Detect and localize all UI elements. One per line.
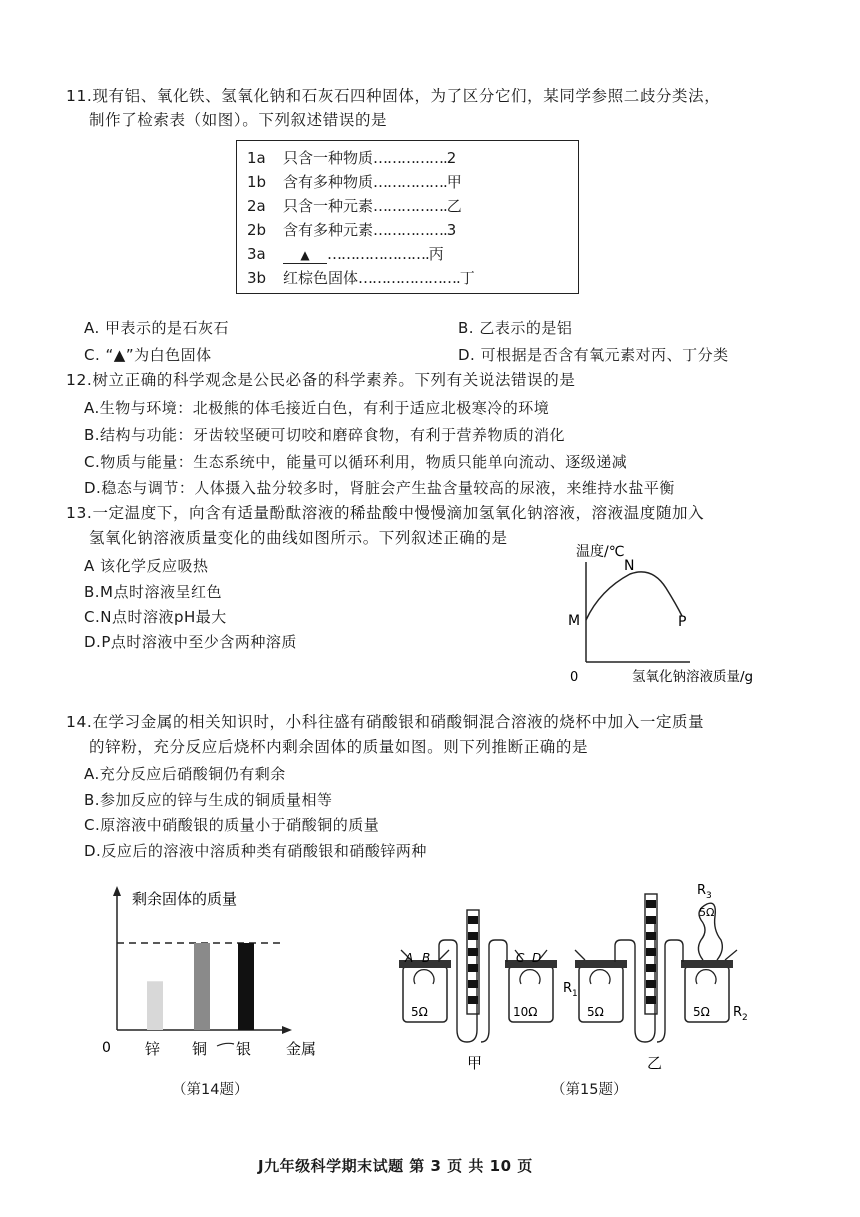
q15-yi-left-resistor: 5Ω: [587, 1005, 604, 1019]
q14-stem-line2: 的锌粉，充分反应后烧杯内剩余固体的质量如图。则下列推断正确的是: [89, 738, 589, 756]
q14-bar-0: [147, 981, 163, 1030]
q12-stem: 12.树立正确的科学观念是公民必备的科学素养。下列有关说法错误的是: [66, 371, 576, 389]
q13-temperature-graph: [560, 538, 800, 690]
q13-point-m: M: [568, 613, 581, 629]
q15-setup-yi: [563, 883, 748, 1072]
q15-terminal-c: C: [516, 951, 525, 965]
q15-r3-label: $R_3$: [697, 883, 712, 901]
q14-xlabel: 金属: [286, 1040, 317, 1058]
q15-caption: （第15题）: [551, 1082, 628, 1098]
q14-bar-1: [194, 943, 210, 1030]
q15-r1-label: $R_1$: [563, 981, 578, 999]
key-row: 1a 只含一种物质…………….2: [247, 149, 457, 167]
q14-category-label: 锌: [145, 1040, 161, 1058]
q11-stem-line2: 制作了检索表（如图）。下列叙述错误的是: [89, 111, 388, 129]
q13-point-n: N: [624, 558, 635, 574]
q13-stem-line2: 氢氧化钠溶液质量变化的曲线如图所示。下列叙述正确的是: [89, 529, 508, 547]
q15-jia-label: 甲: [467, 1054, 483, 1072]
q13-temperature-curve: [586, 572, 682, 620]
q13-origin: 0: [570, 670, 579, 685]
q15-terminal-b: B: [422, 951, 431, 965]
key-row: 2b 含有多种元素…………….3: [247, 221, 457, 239]
key-row: 1b 含有多种物质…………….甲: [247, 173, 462, 191]
q11-key-table: [236, 140, 579, 294]
q14-caption: （第14题）: [172, 1082, 249, 1098]
q15-setup-jia: [399, 910, 557, 1072]
q15-r3-value: 5Ω: [699, 906, 715, 919]
q14-option-c: C.原溶液中硝酸银的质量小于硝酸铜的质量: [84, 816, 380, 834]
q11-stem-line1: 11.现有铝、氧化铁、氢氧化钠和石灰石四种固体，为了区分它们，某同学参照二歧分类法，: [66, 87, 721, 105]
q12-option-a: A.生物与环境：北极熊的体毛接近白色，有利于适应北极寒冷的环境: [84, 399, 550, 417]
q14-option-a: A.充分反应后硝酸铜仍有剩余: [84, 765, 286, 783]
q12-option-d: D.稳态与调节：人体摄入盐分较多时，肾脏会产生盐含量较高的尿液，来维持水盐平衡: [84, 479, 675, 497]
q11-option-b: B. 乙表示的是铝: [458, 319, 573, 337]
q14-category-label: 银: [236, 1040, 252, 1058]
q15-diagram: [395, 880, 755, 1076]
q13-option-d: D.P点时溶液中至少含两种溶质: [84, 633, 297, 651]
q11-option-c: C. “▲”为白色固体: [84, 346, 212, 364]
page-footer: J九年级科学期末试题 第 3 页 共 10 页: [258, 1157, 533, 1175]
q14-option-b: B.参加反应的锌与生成的铜质量相等: [84, 791, 333, 809]
q15-jia-right-resistor: 10Ω: [513, 1005, 538, 1019]
q14-stem-line1: 14.在学习金属的相关知识时，小科往盛有硝酸银和硝酸铜混合溶液的烧杯中加入一定质量: [66, 713, 705, 731]
key-row: 2a 只含一种元素…………….乙: [247, 197, 462, 215]
key-row: 3b 红棕色固体………………….丁: [247, 269, 475, 287]
q13-xlabel: 氢氧化钠溶液质量/g: [632, 669, 754, 685]
q14-ylabel: 剩余固体的质量: [132, 890, 238, 908]
q13-option-c: C.N点时溶液pH最大: [84, 608, 227, 626]
q13-point-p: P: [678, 614, 687, 630]
q11-option-a: A. 甲表示的是石灰石: [84, 319, 230, 337]
q14-option-d: D.反应后的溶液中溶质种类有硝酸银和硝酸锌两种: [84, 842, 427, 860]
q15-terminal-a: A: [405, 951, 414, 965]
q15-terminal-d: D: [532, 951, 542, 965]
q15-yi-right-resistor: 5Ω: [693, 1005, 710, 1019]
q12-option-b: B.结构与功能：牙齿较坚硬可切咬和磨碎食物，有利于营养物质的消化: [84, 426, 566, 444]
q14-origin: 0: [102, 1040, 111, 1056]
q13-option-b: B.M点时溶液呈红色: [84, 583, 223, 601]
q13-stem-line1: 13.一定温度下，向含有适量酚酞溶液的稀盐酸中慢慢滴加氢氧化钠溶液，溶液温度随加入: [66, 504, 705, 522]
q14-bar-chart: [90, 880, 350, 1070]
key-row: 3a ▲ ………………….丙: [247, 245, 444, 263]
q15-r2-label: $R_2$: [733, 1005, 748, 1023]
q14-bar-2: [238, 943, 254, 1030]
q12-option-c: C.物质与能量：生态系统中，能量可以循环利用，物质只能单向流动、逐级递减: [84, 453, 628, 471]
q13-ylabel: 温度/℃: [576, 544, 625, 560]
q11-option-d: D. 可根据是否含有氧元素对丙、丁分类: [458, 346, 729, 364]
q15-jia-left-resistor: 5Ω: [411, 1005, 428, 1019]
q13-option-a: A 该化学反应吸热: [84, 557, 209, 575]
q15-yi-label: 乙: [647, 1054, 663, 1072]
q14-category-label: 铜: [192, 1040, 208, 1058]
